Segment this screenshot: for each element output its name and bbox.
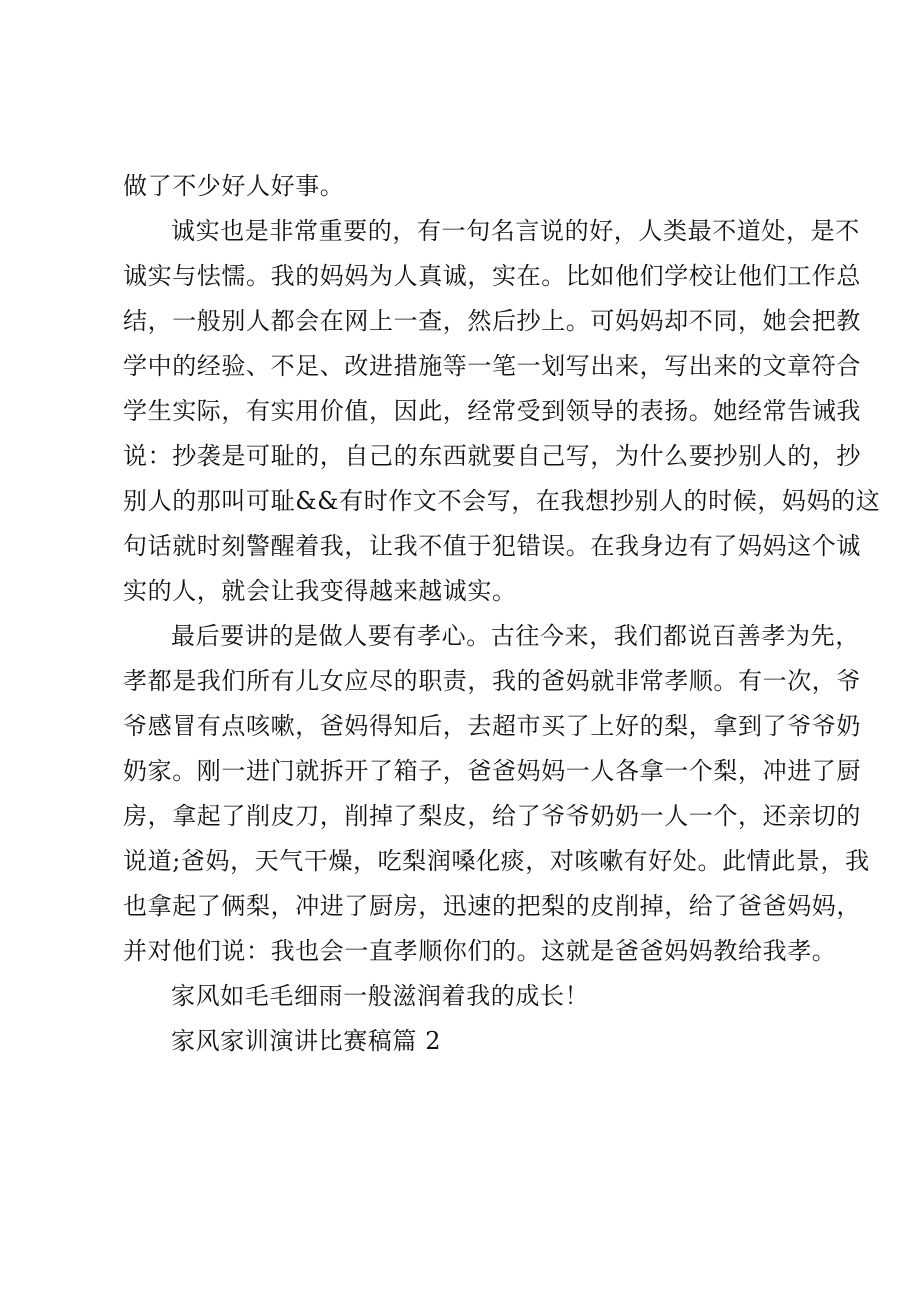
text-line: 并对他们说：我也会一直孝顺你们的。这就是爸爸妈妈教给我孝。 — [123, 937, 837, 965]
text-line: 说：抄袭是可耻的，自己的东西就要自己写，为什么要抄别人的，抄 — [123, 442, 861, 470]
text-line: 学生实际，有实用价值，因此，经常受到领导的表扬。她经常告诫我 — [123, 397, 861, 425]
text-line: 爷感冒有点咳嗽，爸妈得知后，去超市买了上好的梨，拿到了爷爷奶 — [123, 712, 861, 740]
text-line: 实的人，就会让我变得越来越诚实。 — [123, 577, 517, 605]
paragraph-start-line: 最后要讲的是做人要有孝心。古往今来，我们都说百善孝为先， — [171, 622, 860, 650]
text-line: 结，一般别人都会在网上一查，然后抄上。可妈妈却不同，她会把教 — [123, 307, 861, 335]
paragraph-start-line: 家风如毛毛细雨一般滋润着我的成长！ — [171, 982, 590, 1010]
text-line: 孝都是我们所有儿女应尽的职责，我的爸妈就非常孝顺。有一次，爷 — [123, 667, 861, 695]
paragraph-start-line: 诚实也是非常重要的，有一句名言说的好，人类最不道处，是不 — [171, 217, 860, 245]
text-line: 做了不少好人好事。 — [123, 172, 345, 200]
text-line: 学中的经验、不足、改进措施等一笔一划写出来，写出来的文章符合 — [123, 352, 861, 380]
text-line: 句话就时刻警醒着我，让我不值于犯错误。在我身边有了妈妈这个诚 — [123, 532, 861, 560]
text-line: 奶家。刚一进门就拆开了箱子，爸爸妈妈一人各拿一个梨，冲进了厨 — [123, 757, 861, 785]
text-line: 说道;爸妈，天气干燥，吃梨润嗓化痰，对咳嗽有好处。此情此景，我 — [123, 847, 870, 875]
text-line: 别人的那叫可耻&&有时作文不会写，在我想抄别人的时候，妈妈的这 — [123, 487, 881, 515]
text-line: 诚实与怯懦。我的妈妈为人真诚，实在。比如他们学校让他们工作总 — [123, 262, 861, 290]
section-heading: 家风家训演讲比赛稿篇 2 — [171, 1027, 442, 1055]
text-line: 也拿起了俩梨，冲进了厨房，迅速的把梨的皮削掉，给了爸爸妈妈， — [123, 892, 861, 920]
text-line: 房，拿起了削皮刀，削掉了梨皮，给了爷爷奶奶一人一个，还亲切的 — [123, 802, 861, 830]
